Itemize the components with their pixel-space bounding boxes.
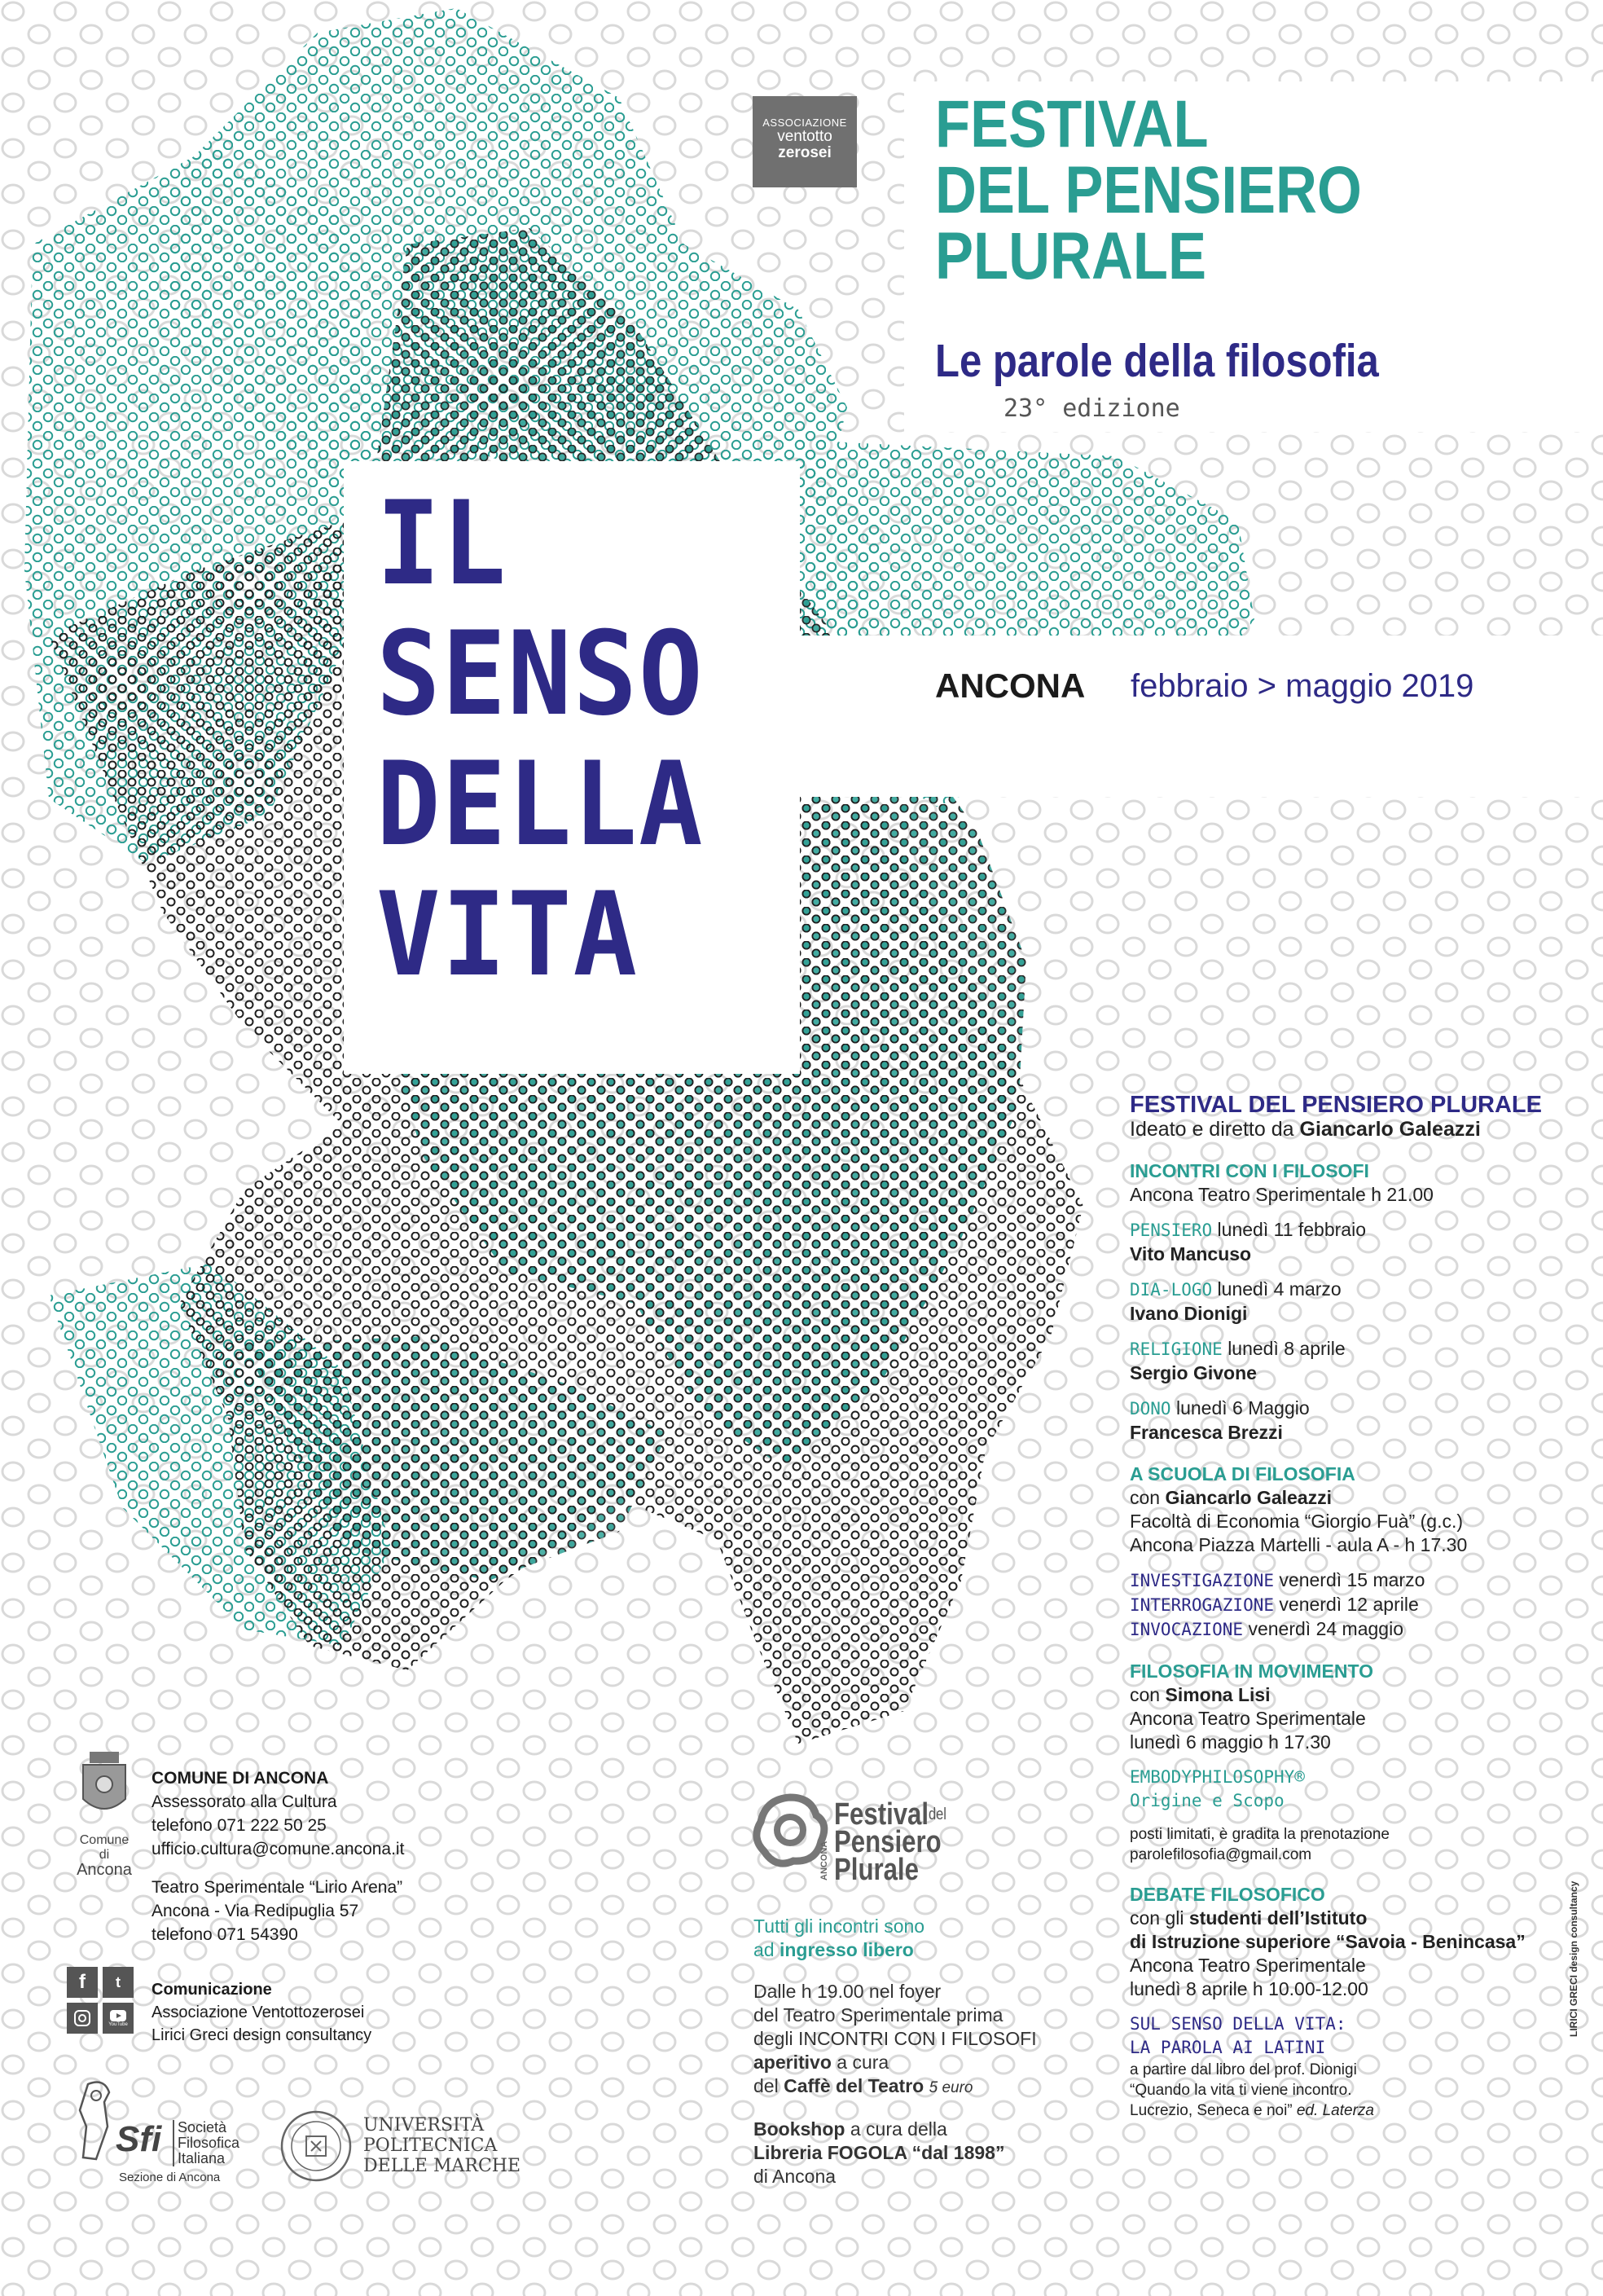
crest-label	[73, 1833, 135, 1877]
incontri-venue: Ancona Teatro Sperimentale h 21.00	[1130, 1184, 1434, 1205]
univpm-name	[363, 2115, 520, 2176]
sfi-name3: Italiana	[178, 2150, 226, 2166]
scuola-date: venerdì 15 marzo	[1279, 1569, 1425, 1590]
association-logo-line2: ventotto	[777, 127, 832, 145]
debate-date: lunedì 8 aprile h 10.00-12.00	[1130, 1978, 1368, 1999]
info-aper4-wrap	[753, 2051, 1096, 2074]
univpm-seal-icon	[279, 2109, 354, 2184]
sfi-name1: Società	[178, 2119, 227, 2135]
comune-crest-icon	[78, 1748, 130, 1830]
festival-title-line: FESTIVAL	[935, 87, 1209, 161]
movimento-note2: parolefilosofia@gmail.com	[1130, 1846, 1312, 1863]
fpp-line2: Pensiero	[834, 1825, 942, 1859]
communication-block	[152, 1978, 371, 2047]
latini-title1: SUL SENSO DELLA VITA:	[1130, 2014, 1346, 2034]
info-aper5-prefix: del	[753, 2075, 779, 2096]
association-logo-line1: ASSOCIAZIONE	[762, 117, 847, 129]
main-title-line: VITA	[376, 868, 639, 1002]
debate-venue: Ancona Teatro Sperimentale	[1130, 1955, 1366, 1976]
univpm-line1: UNIVERSITÀ	[363, 2115, 485, 2135]
crest-label-big: Ancona	[77, 1861, 132, 1879]
teatro-address: Ancona - Via Redipuglia 57	[152, 1902, 359, 1920]
teatro-phone: telefono 071 54390	[152, 1925, 298, 1944]
scuola-date: venerdì 24 maggio	[1248, 1618, 1403, 1639]
fpp-line1	[834, 1797, 946, 1832]
program-column	[1130, 1092, 1594, 2121]
facebook-icon[interactable]: f	[67, 1967, 98, 1998]
comune-email[interactable]: ufficio.cultura@comune.ancona.it	[152, 1840, 405, 1858]
association-logo-line3: zerosei	[778, 143, 832, 161]
youtube-label: YouTube	[108, 2021, 128, 2027]
incontri-date: lunedì 4 marzo	[1217, 1278, 1342, 1300]
scuola-place2: Ancona Piazza Martelli - aula A - h 17.30	[1130, 1534, 1468, 1555]
incontri-title: INCONTRI CON I FILOSOFI	[1130, 1160, 1369, 1181]
info-free2-wrap	[753, 1938, 1096, 1962]
incontri-speaker: Sergio Givone	[1130, 1362, 1257, 1383]
sfi-name	[173, 2120, 239, 2166]
info-book1-wrap	[753, 2118, 1096, 2141]
sfi-name2: Filosofica	[178, 2135, 240, 2151]
festival-title-line: DEL PENSIERO	[935, 153, 1362, 228]
comune-name: COMUNE DI ANCONA	[152, 1769, 329, 1788]
association-logo	[753, 96, 857, 187]
main-title-line: IL	[376, 477, 507, 611]
movimento-with-prefix: con	[1130, 1684, 1161, 1705]
info-book3: di Ancona	[753, 2166, 837, 2187]
fpp-logo-text	[834, 1797, 946, 1887]
incontri-speaker: Francesca Brezzi	[1130, 1422, 1283, 1443]
debate-line1-bold: studenti dell’Istituto	[1188, 1907, 1368, 1929]
univpm-line3: DELLE MARCHE	[363, 2156, 521, 2176]
movimento-with	[1130, 1683, 1594, 1707]
movimento-show-sub: Origine e Scopo	[1130, 1791, 1285, 1810]
debate-line2: di Istruzione superiore “Savoia - Benincasa”	[1130, 1931, 1526, 1952]
incontri-speaker: Vito Mancuso	[1130, 1243, 1252, 1265]
scuola-keyword: INVESTIGAZIONE	[1130, 1571, 1275, 1590]
info-free2: ingresso libero	[779, 1939, 914, 1960]
incontri-keyword: PENSIERO	[1130, 1221, 1213, 1240]
incontri-date: lunedì 11 febbraio	[1217, 1219, 1366, 1240]
latini-line2: “Quando la vita ti viene incontro.	[1130, 2082, 1352, 2099]
movimento-show-title: EMBODYPHILOSOPHY®	[1130, 1767, 1305, 1787]
subtitle: Le parole della filosofia	[935, 335, 1379, 387]
comune-block	[152, 1766, 404, 1861]
info-aper3: degli INCONTRI CON I FILOSOFI	[753, 2028, 1037, 2049]
univpm-line2: POLITECNICA	[363, 2135, 498, 2156]
scuola-with-prefix: con	[1130, 1487, 1161, 1508]
incontri-item	[1130, 1278, 1594, 1302]
scuola-keyword: INTERROGAZIONE	[1130, 1595, 1275, 1615]
info-free1: Tutti gli incontri sono	[753, 1916, 925, 1937]
program-header: FESTIVAL DEL PENSIERO PLURALE	[1130, 1092, 1542, 1118]
latini-line1: a partire dal libro del prof. Dionigi	[1130, 2061, 1357, 2078]
info-aper2: del Teatro Sperimentale prima	[753, 2004, 1004, 2025]
movimento-with-name: Simona Lisi	[1165, 1684, 1271, 1705]
sfi-branch: Sezione di Ancona	[119, 2171, 221, 2184]
communication-line2: Lirici Greci design consultancy	[152, 2026, 372, 2044]
incontri-item	[1130, 1218, 1594, 1243]
info-block	[753, 1915, 1096, 2188]
director-prefix: Ideato e diretto da	[1130, 1118, 1294, 1141]
incontri-item	[1130, 1397, 1594, 1421]
comune-office: Assessorato alla Cultura	[152, 1792, 337, 1811]
fpp-line3: Plurale	[834, 1853, 919, 1887]
info-aper4-bold: aperitivo	[753, 2052, 832, 2073]
incontri-date: lunedì 6 Maggio	[1175, 1397, 1310, 1419]
scuola-title: A SCUOLA DI FILOSOFIA	[1130, 1463, 1355, 1484]
latini-publisher: ed. Laterza	[1296, 2102, 1374, 2119]
main-title-line: DELLA	[376, 737, 705, 872]
director-name: Giancarlo Galeazzi	[1299, 1118, 1481, 1141]
debate-line1	[1130, 1907, 1594, 1930]
info-aper5-price: 5 euro	[929, 2079, 973, 2096]
scuola-date: venerdì 12 aprile	[1279, 1594, 1419, 1615]
youtube-icon[interactable]	[103, 2003, 134, 2034]
latini-line3: Lucrezio, Seneca e noi”	[1130, 2102, 1293, 2119]
incontri-speaker: Ivano Dionigi	[1130, 1303, 1248, 1324]
sfi-athena-icon	[72, 2078, 117, 2167]
crest-label-small: Comune di	[79, 1833, 130, 1862]
edition: 23° edizione	[1004, 394, 1180, 423]
program-director-line	[1130, 1118, 1594, 1141]
communication-line1: Associazione Ventottozerosei	[152, 2004, 365, 2021]
dates: febbraio > maggio 2019	[1131, 668, 1474, 704]
incontri-item	[1130, 1337, 1594, 1361]
incontri-date: lunedì 8 aprile	[1228, 1338, 1346, 1359]
movimento-title: FILOSOFIA IN MOVIMENTO	[1130, 1660, 1373, 1682]
main-title	[376, 479, 732, 1001]
comune-phone: telefono 071 222 50 25	[152, 1816, 327, 1835]
info-aper4: a cura	[837, 2052, 889, 2073]
movimento-venue: Ancona Teatro Sperimentale	[1130, 1708, 1366, 1729]
scuola-with	[1130, 1486, 1594, 1510]
instagram-icon[interactable]	[67, 2003, 98, 2034]
info-aper5-wrap	[753, 2074, 1096, 2100]
design-credit: LIRICI GRECI design consultancy	[1568, 1880, 1579, 2037]
movimento-note1: posti limitati, è gradita la prenotazione	[1130, 1826, 1390, 1843]
scuola-with-name: Giancarlo Galeazzi	[1165, 1487, 1333, 1508]
info-aper5-bold: Caffè del Teatro	[784, 2075, 924, 2096]
scuola-item	[1130, 1593, 1594, 1617]
info-aper1: Dalle h 19.00 nel foyer	[753, 1981, 942, 2002]
incontri-keyword: DIA-LOGO	[1130, 1280, 1213, 1300]
scuola-place1: Facoltà di Economia “Giorgio Fuà” (g.c.)	[1130, 1511, 1464, 1532]
info-book2: Libreria FOGOLA “dal 1898”	[753, 2142, 1005, 2163]
main-title-line: SENSO	[376, 607, 705, 741]
festival-title-line: PLURALE	[935, 219, 1207, 294]
teatro-name: Teatro Sperimentale “Lirio Arena”	[152, 1878, 403, 1897]
teatro-block	[152, 1876, 402, 1946]
fpp-del: del	[929, 1806, 946, 1823]
movimento-date: lunedì 6 maggio h 17.30	[1130, 1731, 1331, 1753]
latini-line3-wrap	[1130, 2100, 1594, 2121]
fpp-festival: Festival	[834, 1797, 929, 1832]
info-book1: a cura della	[850, 2118, 947, 2140]
scuola-item	[1130, 1568, 1594, 1593]
debate-line1-prefix: con gli	[1130, 1907, 1184, 1929]
info-free2-prefix: ad	[753, 1939, 775, 1960]
fpp-vertical: ANCONA	[819, 1841, 829, 1880]
communication-title: Comunicazione	[152, 1981, 272, 1999]
twitter-icon[interactable]: t	[103, 1967, 134, 1998]
incontri-keyword: RELIGIONE	[1130, 1339, 1223, 1359]
scuola-item	[1130, 1617, 1594, 1642]
debate-title: DEBATE FILOSOFICO	[1130, 1884, 1325, 1905]
incontri-keyword: DONO	[1130, 1399, 1171, 1419]
latini-title2: LA PAROLA AI LATINI	[1130, 2038, 1326, 2057]
scuola-keyword: INVOCAZIONE	[1130, 1620, 1244, 1639]
info-book1-bold: Bookshop	[753, 2118, 845, 2140]
fpp-knot-icon	[751, 1791, 829, 1869]
festival-title	[935, 87, 1482, 294]
city: ANCONA	[935, 666, 1086, 705]
sfi-abbr: Sfi	[116, 2119, 162, 2159]
